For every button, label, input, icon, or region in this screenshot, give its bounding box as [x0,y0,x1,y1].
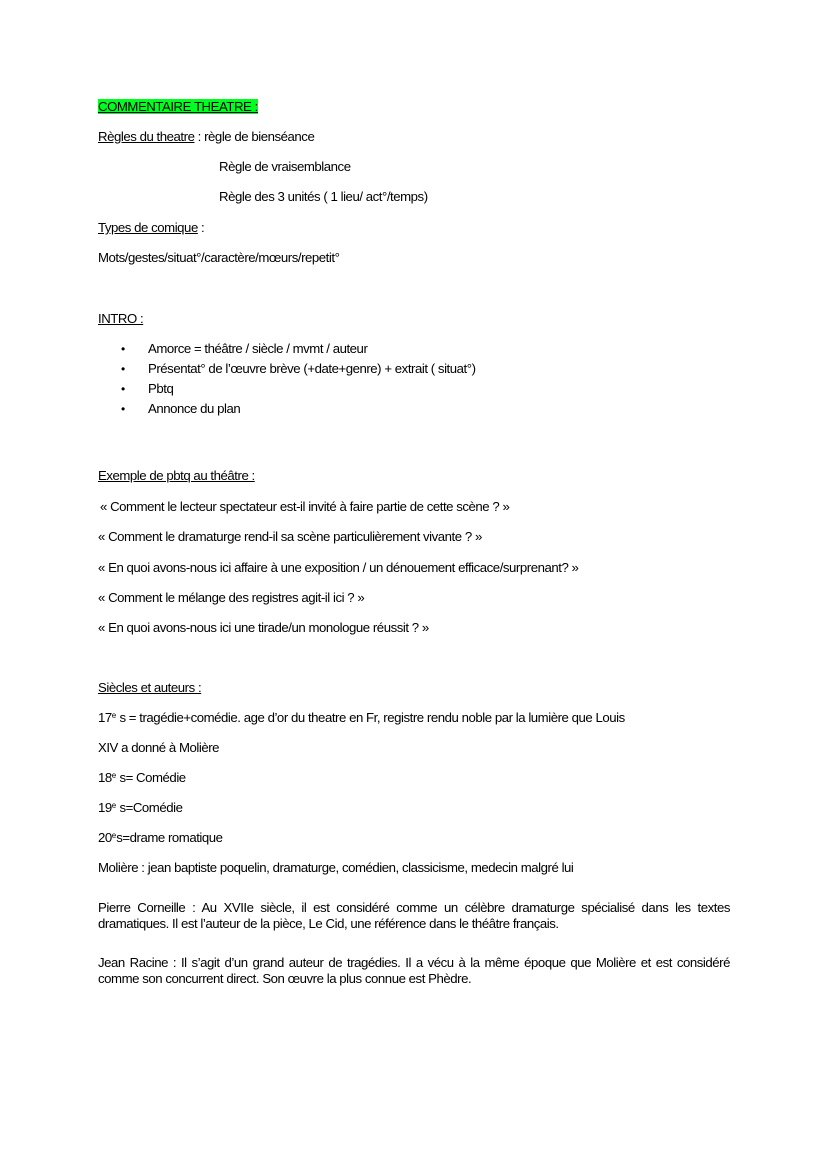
century-number: 18 [98,770,112,785]
century-suffix: e [111,771,117,780]
racine-paragraph: Jean Racine : Il s’agit d’un grand auteur de tragédies. Il a vécu à la même époque que Molière et est considéré comme son concurrent direct. Son œuvre la plus connue est Phèdre. [98,955,730,986]
moliere-line: Molière : jean baptiste poquelin, dramaturge, comédien, classicisme, medecin malgré lui [98,860,574,875]
siecles-heading: Siècles et auteurs : [98,680,202,695]
rules-label: Règles du theatre [98,129,195,144]
intro-heading: INTRO : [98,311,144,326]
rule-item: règle de bienséance [204,129,315,144]
pbtq-question: « En quoi avons-nous ici une tirade/un monologue réussit ? » [98,620,429,635]
corneille-paragraph: Pierre Corneille : Au XVIIe siècle, il est considéré comme un célèbre dramaturge spécialisé dans les textes dramatiques. Il est l’auteur de la pièce, Le Cid, une référence dans le théâtre français. [98,900,730,931]
bullet-icon: • [121,342,126,356]
century-text: s= Comédie [116,770,186,785]
century-suffix: e [111,801,117,810]
century-18-line [98,770,186,786]
century-20-line [98,830,223,846]
century-number: 20 [98,830,112,845]
bullet-icon: • [121,362,126,376]
pbtq-question: « Comment le mélange des registres agit-il ici ? » [98,590,365,605]
century-text: s=Comédie [116,800,183,815]
pbtq-question: « Comment le lecteur spectateur est-il invité à faire partie de cette scène ? » [100,499,510,514]
intro-item: Présentat° de l’œuvre brève (+date+genre) + extrait ( situat°) [148,361,476,376]
bullet-icon: • [121,402,126,416]
century-text: s = tragédie+comédie. age d’or du theatre en Fr, registre rendu noble par la lumière que Louis [116,710,625,725]
intro-item: Amorce = théâtre / siècle / mvmt / auteur [148,341,368,356]
pbtq-question: « Comment le dramaturge rend-il sa scène particulièrement vivante ? » [98,529,482,544]
pbtq-heading: Exemple de pbtq au théâtre : [98,468,255,483]
century-number: 19 [98,800,112,815]
century-17-continuation: XIV a donné à Molière [98,740,220,755]
century-19-line [98,800,182,816]
intro-item: Annonce du plan [148,401,241,416]
comique-label: Types de comique [98,220,198,235]
pbtq-question: « En quoi avons-nous ici affaire à une exposition / un dénouement efficace/surprenant? » [98,560,579,575]
rules-line [98,129,314,145]
comique-separator: : [197,220,205,235]
bullet-icon: • [121,382,126,396]
document-title [98,99,258,115]
century-text: s=drame romatique [116,830,223,845]
century-17-line [98,710,625,726]
rule-item: Règle des 3 unités ( 1 lieu/ act°/temps) [219,189,428,204]
century-suffix: e [111,831,117,840]
comique-text: Mots/gestes/situat°/caractère/mœurs/repetit° [98,250,340,265]
comique-heading [98,220,204,236]
rules-separator: : [194,129,205,144]
title-highlight: COMMENTAIRE THEATRE : [98,99,258,114]
century-suffix: e [111,711,117,720]
rule-item: Règle de vraisemblance [219,159,351,174]
century-number: 17 [98,710,112,725]
intro-item: Pbtq [148,381,174,396]
